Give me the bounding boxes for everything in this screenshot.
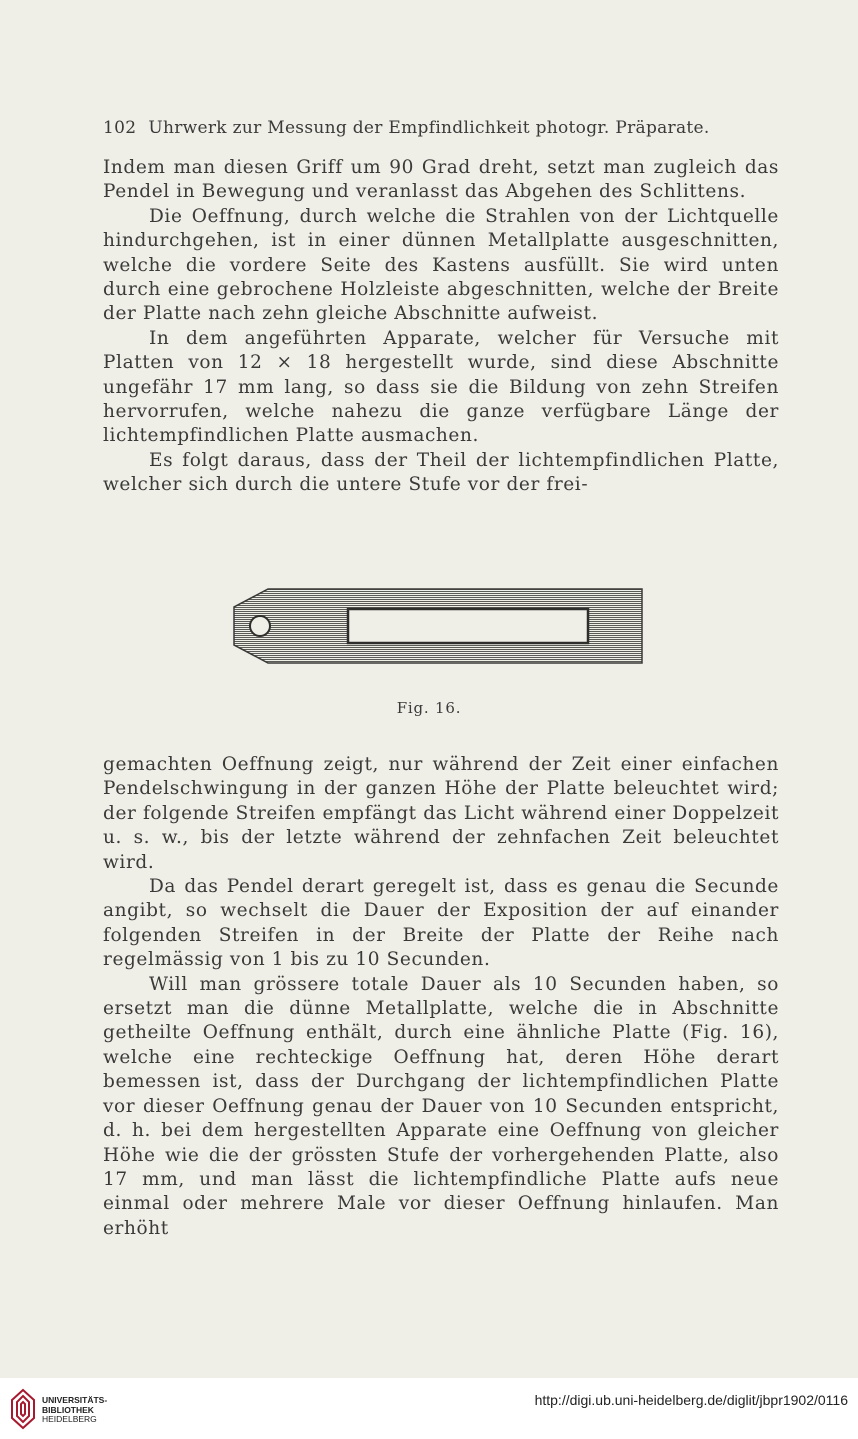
figure-caption: Fig. 16. [396,699,462,717]
logo-line: HEIDELBERG [42,1414,97,1424]
paragraph: In dem angeführten Apparate, welcher für Versuche mit Platten von 12 × 18 hergestellt wurde, sind diese Abschnitte ungefähr 17 mm lang, so dass sie die Bildung von zehn Streifen hervorrufen, welche nahezu die ganze verfügbare Länge der lichtempfindlichen Platte ausmachen. [103,327,779,447]
metal-plate-illustration [228,583,646,669]
body-text-bottom [103,753,779,1241]
running-title: Uhrwerk zur Messung der Empfindlichkeit photogr. Präparate. [148,118,710,138]
page-number: 102 [103,118,137,138]
paragraph: Indem man diesen Griff um 90 Grad dreht, setzt man zugleich das Pendel in Bewegung und veranlasst das Abgehen des Schlittens. [103,157,779,203]
university-library-logo[interactable] [8,1386,138,1430]
library-emblem-icon [8,1386,38,1430]
paragraph: Will man grössere totale Dauer als 10 Secunden haben, so ersetzt man die dünne Metallplatte, welche die in Abschnitte getheilte Oeffnung enthält, durch eine ähnliche Platte (Fig. 16), welche eine rechteckige Oeffnung hat, deren Höhe derart bemessen ist, dass der Durchgang der lichtempfindlichen Platte vor dieser Oeffnung genau der Dauer von 10 Secunden entspricht, d. h. bei dem hergestellten Apparate eine Oeffnung von gleicher Höhe wie die der grössten Stufe der vorhergehenden Platte, also 17 mm, und man lässt die lichtempfindliche Platte aufs neue einmal oder mehrere Male vor dieser Oeffnung hinlaufen. Man erhöht [103,973,779,1239]
paragraph: Es folgt daraus, dass der Theil der lichtempfindlichen Platte, welcher sich durch die untere Stufe vor der frei- [103,449,779,496]
permalink-url[interactable]: http://digi.ub.uni-heidelberg.de/diglit/jbpr1902/0116 [534,1392,848,1408]
paragraph: gemachten Oeffnung zeigt, nur während der Zeit einer einfachen Pendelschwingung in der ganzen Höhe der Platte beleuchtet wird; der folgende Streifen empfängt das Licht während einer Doppelzeit u. s. w., bis der letzte während der zehnfachen Zeit beleuchtet wird. [103,754,779,873]
logo-text [42,1396,107,1425]
library-footer [0,1378,858,1439]
logo-line: UNIVERSITÄTS- [42,1395,108,1405]
paragraph: Die Oeffnung, durch welche die Strahlen von der Lichtquelle hindurchgehen, ist in einer dünnen Metallplatte ausgeschnitten, welche die vordere Seite des Kastens ausfüllt. Sie wird unten durch eine gebrochene Holzleiste abgeschnitten, welche der Breite der Platte nach zehn gleiche Abschnitte aufweist. [103,205,779,325]
logo-line: BIBLIOTHEK [42,1404,94,1415]
paragraph: Da das Pendel derart geregelt ist, dass es genau die Secunde angibt, so wechselt die Dauer der Exposition der auf einander folgenden Streifen in der Breite der Platte der Reihe nach regelmässig von 1 bis zu 10 Secunden. [103,876,779,971]
body-text-top [103,156,779,498]
running-header [103,118,783,138]
figure-metal-plate [228,583,646,669]
